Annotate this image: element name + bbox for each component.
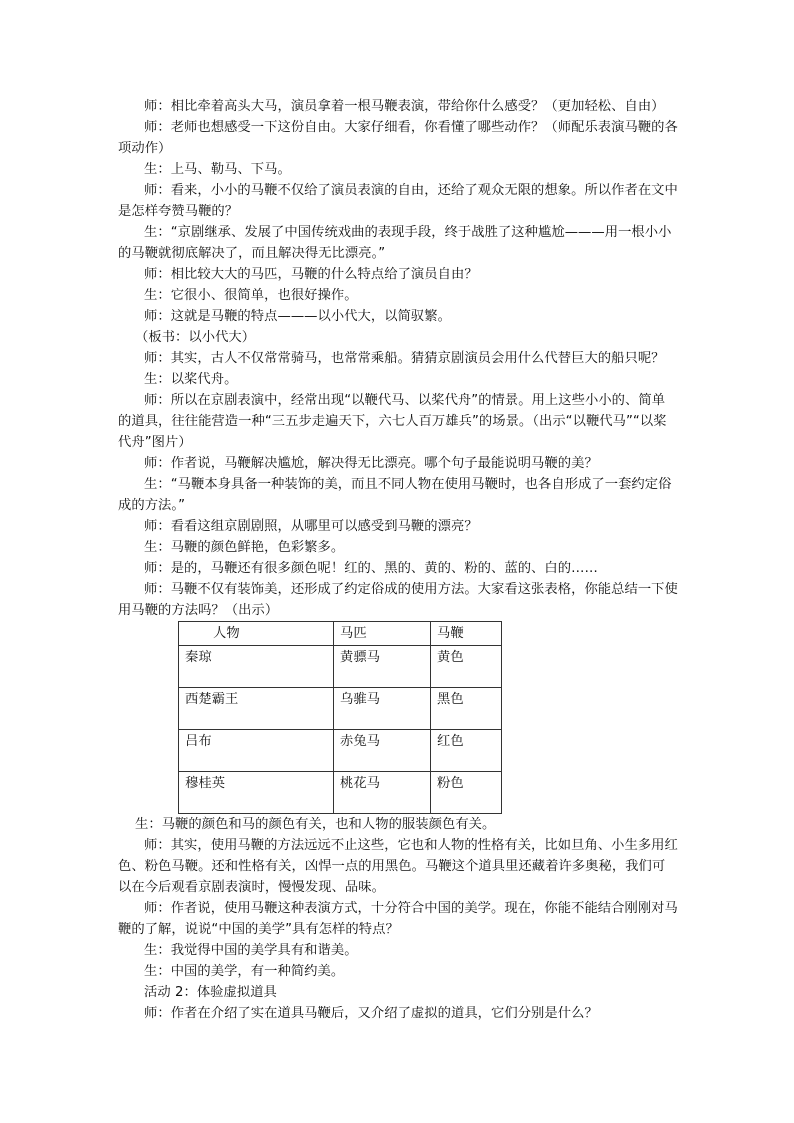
paragraph: 师：相比牵着高头大马，演员拿着一根马鞭表演，带给你什么感受？（更加轻松、自由） xyxy=(144,99,665,114)
table-header-row xyxy=(179,622,502,646)
paragraph: 师：作者说，马鞭解决尴尬，解决得无比漂亮。哪个句子最能说明马鞭的美？ xyxy=(144,456,598,471)
paragraph: 生：马鞭的颜色和马的颜色有关，也和人物的服装颜色有关。 xyxy=(135,817,496,832)
table-cell: 吕布 xyxy=(179,730,334,772)
paragraph: 师：所以在京剧表演中，经常出现“以鞭代马、以桨代舟”的情景。用上这些小小的、简单的道具，往往能营造一种“三五步走遍天下，六七人百万雄兵”的场景。（出示“以鞭代马”“以桨代舟”图片） xyxy=(118,393,667,450)
table-cell: 西楚霸王 xyxy=(179,688,334,730)
paragraph: 生：以桨代舟。 xyxy=(144,372,238,387)
table-cell: 黑色 xyxy=(431,688,502,730)
table-cell: 粉色 xyxy=(431,772,502,814)
table-header-horse: 马匹 xyxy=(334,622,431,646)
table-cell: 秦琼 xyxy=(179,646,334,688)
table-row xyxy=(179,772,502,814)
paragraph: 师：是的，马鞭还有很多颜色呢！红的、黑的、黄的、粉的、蓝的、白的…… xyxy=(144,561,598,576)
table-cell: 黄骠马 xyxy=(334,646,431,688)
table-cell: 桃花马 xyxy=(334,772,431,814)
paragraph: 师：老师也想感受一下这份自由。大家仔细看，你看懂了哪些动作？（师配乐表演马鞭的各项动作） xyxy=(118,120,678,156)
table-cell: 穆桂英 xyxy=(179,772,334,814)
document-page xyxy=(118,96,678,1024)
table-cell: 黄色 xyxy=(431,646,502,688)
table-row xyxy=(179,730,502,772)
table-cell: 赤兔马 xyxy=(334,730,431,772)
paragraph: 师：作者在介绍了实在道具马鞭后，又介绍了虚拟的道具，它们分别是什么？ xyxy=(144,1006,598,1021)
paragraph: 师：相比较大大的马匹，马鞭的什么特点给了演员自由？ xyxy=(144,267,478,282)
table-cell: 乌骓马 xyxy=(334,688,431,730)
table-cell: 红色 xyxy=(431,730,502,772)
paragraph: 生：马鞭的颜色鲜艳，色彩繁多。 xyxy=(144,540,345,555)
paragraph: 生：中国的美学，有一种简约美。 xyxy=(144,964,345,979)
table-row xyxy=(179,646,502,688)
paragraph: 生：“京剧继承、发展了中国传统戏曲的表现手段，终于战胜了这种尴尬———用一根小小的马鞭就彻底解决了，而且解决得无比漂亮。” xyxy=(118,225,672,261)
paragraph: 师：看来，小小的马鞭不仅给了演员表演的自由，还给了观众无限的想象。所以作者在文中是怎样夸赞马鞭的？ xyxy=(118,183,678,219)
paragraph: 师：其实，古人不仅常常骑马，也常常乘船。猜猜京剧演员会用什么代替巨大的船只呢？ xyxy=(144,351,665,366)
paragraph: 生：我觉得中国的美学具有和谐美。 xyxy=(144,943,358,958)
activity-heading: 活动 2：体验虚拟道具 xyxy=(144,985,277,1000)
paragraph: 师：作者说，使用马鞭这种表演方式，十分符合中国的美学。现在，你能不能结合刚刚对马鞭的了解，说说“中国的美学”具有怎样的特点？ xyxy=(118,901,678,937)
whip-usage-table xyxy=(178,621,502,814)
paragraph: 生：它很小、很简单，也很好操作。 xyxy=(144,288,358,303)
paragraph: 生：“马鞭本身具备一种装饰的美，而且不同人物在使用马鞭时，也各自形成了一套约定俗成的方法。” xyxy=(118,477,672,513)
board-note: （板书：以小代大） xyxy=(135,330,256,345)
paragraph: 师：其实，使用马鞭的方法远远不止这些，它也和人物的性格有关，比如旦角、小生多用红色、粉色马鞭。还和性格有关，凶悍一点的用黑色。马鞭这个道具里还藏着许多奥秘，我们可以在今后观看京剧表演时，慢慢发现、品味。 xyxy=(118,838,678,895)
paragraph: 师：这就是马鞭的特点———以小代大，以简驭繁。 xyxy=(144,309,451,324)
table-header-character: 人物 xyxy=(179,622,334,646)
paragraph: 生：上马、勒马、下马。 xyxy=(144,162,291,177)
table-row xyxy=(179,688,502,730)
paragraph: 师：看看这组京剧剧照，从哪里可以感受到马鞭的漂亮？ xyxy=(144,519,478,534)
paragraph: 师：马鞭不仅有装饰美，还形成了约定俗成的使用方法。大家看这张表格，你能总结一下使用马鞭的方法吗？（出示） xyxy=(118,582,678,618)
table-header-whip: 马鞭 xyxy=(431,622,502,646)
